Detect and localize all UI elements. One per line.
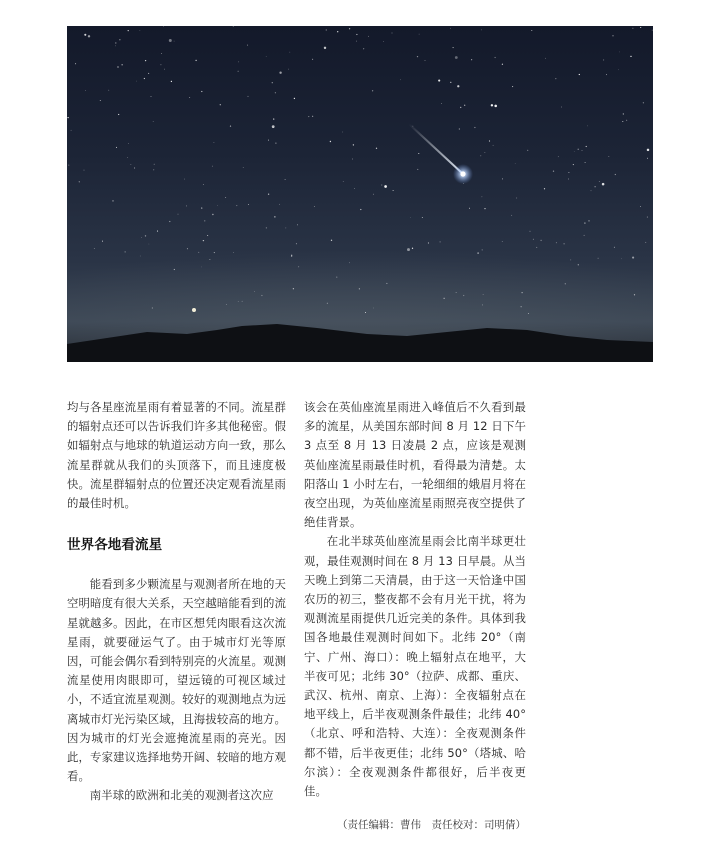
star bbox=[438, 80, 440, 82]
star bbox=[493, 145, 494, 146]
star bbox=[585, 162, 586, 163]
left-paragraph-1: 均与各星座流星雨有着显著的不同。流星群的辐射点还可以告诉我们许多其他秘密。假如辐射点与地球的轨道运动方向一致，那么流星群就从我们的头顶落下，而且速度极快。流星群辐射点的位置还决定观看流星雨的最佳时机。 bbox=[67, 400, 286, 511]
star bbox=[422, 217, 423, 218]
star bbox=[233, 252, 234, 253]
star bbox=[614, 247, 615, 248]
star bbox=[220, 104, 221, 105]
star bbox=[647, 217, 648, 218]
star bbox=[598, 258, 599, 259]
star bbox=[207, 235, 208, 236]
star bbox=[373, 308, 374, 309]
star bbox=[457, 85, 459, 87]
star bbox=[238, 301, 239, 302]
star bbox=[285, 227, 286, 228]
star bbox=[238, 71, 239, 72]
star bbox=[314, 206, 315, 207]
star bbox=[279, 204, 280, 205]
star bbox=[481, 196, 482, 197]
star bbox=[118, 114, 119, 115]
star bbox=[489, 140, 490, 141]
star bbox=[360, 209, 361, 210]
star bbox=[230, 126, 231, 127]
star bbox=[131, 164, 132, 165]
star bbox=[608, 156, 609, 157]
star bbox=[565, 283, 566, 284]
star bbox=[512, 86, 513, 87]
star bbox=[579, 74, 580, 75]
star bbox=[75, 63, 76, 64]
star bbox=[125, 251, 126, 252]
star bbox=[274, 216, 275, 217]
star bbox=[148, 73, 149, 74]
star bbox=[353, 144, 354, 145]
meteor-trail bbox=[409, 124, 463, 174]
star bbox=[474, 127, 475, 128]
star bbox=[647, 149, 650, 152]
star bbox=[247, 45, 248, 46]
star bbox=[184, 179, 185, 180]
star bbox=[273, 118, 274, 119]
star bbox=[553, 171, 554, 172]
star bbox=[248, 204, 249, 205]
star bbox=[561, 107, 562, 108]
star bbox=[359, 288, 360, 289]
star bbox=[349, 262, 350, 263]
star bbox=[261, 295, 262, 296]
star bbox=[233, 26, 234, 27]
star bbox=[272, 82, 273, 83]
star bbox=[450, 28, 451, 29]
star bbox=[502, 64, 503, 65]
star bbox=[154, 164, 155, 165]
star bbox=[456, 292, 457, 293]
star bbox=[153, 121, 154, 122]
star bbox=[599, 181, 600, 182]
star bbox=[386, 283, 387, 284]
star bbox=[266, 227, 267, 228]
star bbox=[450, 82, 451, 83]
star bbox=[326, 30, 327, 31]
star bbox=[324, 47, 326, 49]
star bbox=[536, 247, 537, 248]
star bbox=[586, 146, 587, 147]
star bbox=[459, 128, 460, 129]
star bbox=[643, 102, 644, 103]
star bbox=[108, 90, 109, 91]
star bbox=[376, 148, 377, 149]
star bbox=[453, 47, 454, 48]
star bbox=[214, 252, 215, 253]
right-paragraph-2: 在北半球英仙座流星雨会比南半球更壮观，最佳观测时间在 8 月 13 日早晨。从当天晚上到第二天清晨，由于这一天恰逢中国农历的初三，整夜都不会有月光干扰，将为观测流星雨提供几近完美的条件。具体到我国各地最佳观测时间如下。北纬 20°（南宁、广州、海口）：晚上辐射点在地平，大半夜可见；北纬 30°（拉萨、成都、重庆、武汉、杭州、南京、上海）：全夜辐射点在地平线上，后半夜观测条件最佳；北纬 40°（北京、呼和浩特、大连）：全夜观测条件都不错，后半夜更佳；北纬 50°（塔城、哈尔滨）：全夜观测条件都很好，后半夜更佳。 bbox=[304, 534, 526, 799]
star bbox=[511, 215, 512, 216]
star bbox=[201, 207, 202, 208]
star bbox=[455, 56, 458, 59]
star bbox=[354, 188, 355, 189]
star bbox=[198, 252, 199, 253]
star bbox=[266, 56, 267, 57]
star bbox=[418, 153, 419, 154]
star bbox=[117, 66, 118, 67]
star bbox=[587, 126, 588, 127]
star bbox=[582, 150, 583, 151]
star bbox=[578, 264, 579, 265]
star bbox=[381, 185, 382, 186]
star bbox=[584, 235, 585, 236]
star bbox=[568, 172, 569, 173]
star bbox=[288, 69, 289, 70]
star bbox=[440, 241, 441, 242]
star bbox=[373, 194, 374, 195]
star bbox=[392, 33, 393, 34]
star bbox=[293, 288, 294, 289]
star bbox=[407, 248, 410, 251]
star bbox=[268, 140, 269, 141]
star bbox=[201, 91, 202, 92]
right-column bbox=[304, 398, 526, 801]
star bbox=[428, 242, 429, 243]
star bbox=[88, 35, 90, 37]
star bbox=[312, 59, 313, 60]
star bbox=[204, 220, 205, 221]
star bbox=[187, 248, 188, 249]
star bbox=[494, 105, 497, 108]
star bbox=[469, 208, 470, 209]
star bbox=[127, 157, 128, 158]
star bbox=[272, 125, 275, 128]
star bbox=[217, 205, 218, 206]
star bbox=[236, 205, 237, 206]
star bbox=[128, 30, 129, 31]
star bbox=[556, 242, 557, 243]
star bbox=[203, 184, 204, 185]
star bbox=[477, 252, 478, 253]
star bbox=[186, 205, 187, 206]
star bbox=[652, 30, 653, 31]
star bbox=[68, 165, 69, 166]
star bbox=[529, 231, 530, 232]
star bbox=[630, 56, 631, 57]
star bbox=[612, 35, 613, 36]
star bbox=[145, 60, 146, 61]
star bbox=[568, 179, 569, 180]
star bbox=[588, 220, 589, 221]
star bbox=[632, 257, 634, 259]
star bbox=[482, 304, 483, 305]
star bbox=[491, 104, 493, 106]
star bbox=[212, 214, 213, 215]
star bbox=[128, 143, 129, 144]
section-heading: 世界各地看流星 bbox=[67, 537, 163, 554]
star bbox=[203, 240, 204, 241]
star bbox=[157, 231, 158, 232]
star bbox=[163, 26, 164, 27]
star bbox=[410, 217, 411, 218]
star bbox=[294, 98, 295, 99]
star bbox=[275, 92, 276, 93]
right-paragraph-1: 该会在英仙座流星雨进入峰值后不久看到最多的流星，从美国东部时间 8 月 12 日下午 3 点至 8 月 13 日凌晨 2 点，应该是观测英仙座流星雨最佳时机，看得最为清楚。太阳落山 1 小时左右，一轮细细的娥眉月将在夜空出现，为英仙座流星雨照亮夜空提供了绝佳背景。 bbox=[304, 400, 526, 530]
star bbox=[178, 214, 179, 215]
star bbox=[621, 258, 622, 259]
star bbox=[622, 121, 623, 122]
star bbox=[603, 59, 604, 60]
star bbox=[119, 39, 120, 40]
meteor-photo-svg bbox=[67, 26, 653, 362]
star bbox=[574, 151, 575, 152]
star bbox=[161, 53, 162, 54]
star bbox=[297, 224, 298, 225]
star bbox=[201, 267, 202, 268]
star bbox=[169, 39, 172, 42]
star bbox=[584, 222, 585, 223]
star bbox=[85, 90, 86, 91]
star bbox=[84, 34, 86, 36]
star bbox=[122, 64, 123, 65]
star bbox=[102, 241, 103, 242]
star bbox=[291, 256, 292, 257]
star bbox=[343, 181, 344, 182]
star bbox=[226, 304, 227, 305]
star bbox=[417, 56, 418, 57]
star bbox=[140, 30, 141, 31]
star bbox=[460, 107, 461, 108]
star bbox=[79, 181, 80, 182]
star bbox=[485, 152, 486, 153]
star bbox=[349, 28, 350, 29]
star bbox=[145, 235, 146, 236]
star bbox=[463, 295, 464, 296]
star bbox=[212, 166, 213, 167]
star bbox=[531, 30, 532, 31]
star bbox=[555, 78, 556, 79]
star bbox=[330, 141, 331, 142]
star bbox=[412, 248, 413, 249]
star bbox=[419, 34, 420, 35]
star bbox=[464, 105, 465, 106]
star bbox=[618, 69, 619, 70]
star bbox=[171, 81, 172, 82]
star bbox=[521, 292, 522, 293]
star bbox=[308, 116, 309, 117]
star bbox=[640, 206, 641, 207]
star bbox=[115, 42, 116, 43]
star bbox=[174, 41, 175, 42]
star bbox=[444, 298, 445, 299]
star bbox=[356, 34, 357, 35]
star bbox=[502, 178, 503, 179]
star bbox=[400, 79, 401, 80]
star bbox=[337, 31, 338, 32]
star bbox=[425, 60, 426, 61]
star bbox=[100, 100, 101, 101]
star bbox=[195, 60, 196, 61]
star bbox=[623, 113, 624, 114]
star bbox=[169, 221, 170, 222]
left-paragraph-3: 南半球的欧洲和北美的观测者这次应 bbox=[89, 788, 274, 803]
star bbox=[502, 241, 503, 242]
star bbox=[516, 198, 517, 199]
star bbox=[368, 36, 369, 37]
star bbox=[484, 208, 485, 209]
star bbox=[352, 158, 353, 159]
star bbox=[615, 174, 616, 175]
star bbox=[527, 150, 528, 151]
star bbox=[247, 96, 248, 97]
star bbox=[606, 74, 607, 75]
star bbox=[417, 169, 418, 170]
star bbox=[594, 186, 595, 187]
star bbox=[393, 190, 394, 191]
star bbox=[482, 249, 483, 250]
star bbox=[563, 243, 564, 244]
star bbox=[573, 164, 574, 165]
star bbox=[521, 306, 522, 307]
star bbox=[363, 48, 364, 49]
star bbox=[591, 190, 592, 191]
star bbox=[94, 248, 95, 249]
star bbox=[242, 301, 243, 302]
star bbox=[296, 243, 297, 244]
star bbox=[540, 240, 541, 241]
star bbox=[342, 132, 343, 133]
star bbox=[254, 291, 255, 292]
star bbox=[647, 158, 648, 159]
star bbox=[558, 156, 559, 157]
star bbox=[544, 188, 545, 189]
star bbox=[134, 168, 135, 169]
star bbox=[112, 200, 113, 201]
star bbox=[356, 41, 357, 42]
star bbox=[570, 260, 571, 261]
star bbox=[67, 117, 68, 118]
star bbox=[365, 312, 366, 313]
star bbox=[140, 256, 141, 257]
star bbox=[83, 170, 84, 171]
star bbox=[528, 313, 529, 314]
star bbox=[384, 185, 387, 188]
star bbox=[213, 142, 214, 143]
star bbox=[144, 78, 145, 79]
star bbox=[225, 197, 226, 198]
star bbox=[372, 90, 373, 91]
star bbox=[545, 58, 546, 59]
star bbox=[533, 239, 534, 240]
star bbox=[331, 240, 332, 241]
star bbox=[115, 45, 116, 46]
star bbox=[289, 52, 290, 53]
star bbox=[494, 57, 495, 58]
star bbox=[336, 277, 337, 278]
star bbox=[164, 69, 165, 70]
left-paragraph-2: 能看到多少颗流星与观测者所在地的天空明暗度有很大关系，天空越暗能看到的流星就越多。因此，在市区想凭肉眼看这次流星雨，就要碰运气了。由于城市灯光等原因，可能会偶尔看到特别亮的火流星。观测流星使用肉眼即可，望远镜的可视区域过小，不适宜流星观测。较好的观测地点为远离城市灯光污染区域，且海拔较高的地方。因为城市的灯光会遮掩流星雨的亮光。因此，专家建议选择地势开阔、较暗的地方观看。 bbox=[67, 577, 286, 784]
star bbox=[149, 244, 150, 245]
star bbox=[209, 259, 210, 260]
star bbox=[279, 72, 281, 74]
star bbox=[160, 64, 161, 65]
star bbox=[327, 303, 328, 304]
star bbox=[174, 269, 175, 270]
star bbox=[141, 237, 142, 238]
editor-credits: （责任编辑：曹伟 责任校对：司明倩） bbox=[337, 819, 526, 831]
star bbox=[151, 96, 152, 97]
star bbox=[152, 307, 153, 308]
star bbox=[312, 116, 313, 117]
star bbox=[619, 52, 620, 53]
star bbox=[602, 183, 605, 186]
star bbox=[71, 130, 72, 131]
star bbox=[243, 167, 244, 168]
star bbox=[626, 120, 627, 121]
star bbox=[632, 28, 633, 29]
star bbox=[471, 59, 472, 60]
star bbox=[441, 103, 442, 104]
star bbox=[640, 27, 641, 28]
star bbox=[480, 155, 481, 156]
star bbox=[136, 81, 137, 82]
star bbox=[645, 242, 646, 243]
star bbox=[153, 170, 154, 171]
star bbox=[275, 142, 276, 143]
star bbox=[383, 41, 384, 42]
meteor-night-sky-photo bbox=[67, 26, 653, 362]
star bbox=[238, 62, 239, 63]
star bbox=[116, 147, 117, 148]
star bbox=[298, 266, 299, 267]
star bbox=[268, 194, 269, 195]
star bbox=[634, 294, 635, 295]
star bbox=[483, 294, 484, 295]
star bbox=[285, 179, 286, 180]
star bbox=[578, 149, 579, 150]
left-column bbox=[67, 398, 286, 806]
star bbox=[481, 30, 482, 31]
star bbox=[515, 163, 516, 164]
star bbox=[189, 97, 190, 98]
